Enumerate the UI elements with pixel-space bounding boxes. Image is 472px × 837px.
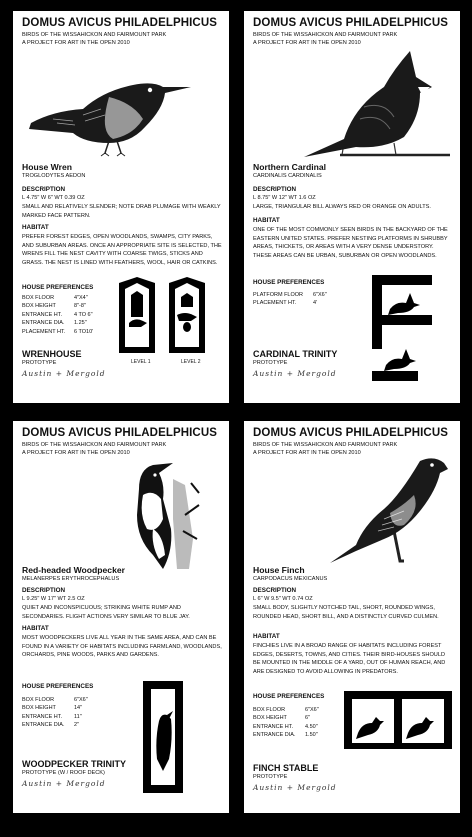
house-preferences-heading: HOUSE PREFERENCES [22,683,94,690]
pref-row: BOX FLOOR 6"X6" [253,707,319,713]
house-preferences-list [22,294,93,336]
bird-common-name: Northern Cardinal [253,162,327,172]
prototype-label: PROTOTYPE (W / ROOF DECK) [22,770,105,776]
card-project-line: A PROJECT FOR ART IN THE OPEN 2010 [253,450,361,456]
habitat-heading: HABITAT [22,625,49,632]
woodpecker-trinity-drawing [141,679,187,795]
bird-measurements: L 6" W 9.5" WT 0.74 OZ [253,596,313,602]
card-project-line: A PROJECT FOR ART IN THE OPEN 2010 [22,450,130,456]
card-subtitle: BIRDS OF THE WISSAHICKON AND FAIRMOUNT PARK [22,32,167,38]
bird-latin-name: CARPODACUS MEXICANUS [253,576,328,582]
bird-latin-name: TROGLODYTES AEDON [22,173,86,179]
card-house-finch [244,421,460,813]
prototype-name: WRENHOUSE [22,349,82,359]
house-finch-illustration [244,455,460,567]
pref-row: ENTRANCE DIA. 1.25" [22,320,87,327]
habitat-heading: HABITAT [253,217,280,224]
designer-signature: Austin + Mergold [253,369,337,378]
prototype-name: WOODPECKER TRINITY [22,759,127,769]
card-project-line: A PROJECT FOR ART IN THE OPEN 2010 [22,40,130,46]
habitat-text: FINCHIES LIVE IN A BROAD RANGE OF HABITATS INCLUDING FOREST EDGES, DESERTS, TOWNS, AND CITIES. THEIR BIRD-HOUSES SHOULD BE MOUNTED IN THE MIDDLE OF A YARD, OUT OF HUMAN REACH, AND ARE DESIGNED TO AVOID ALLOWING IN PREDATORS. [253,643,446,675]
designer-signature: Austin + Mergold [22,779,106,788]
cardinal-trinity-drawing [366,273,436,383]
card-title: DOMUS AVICUS PHILADELPHICUS [22,17,218,29]
description-heading: DESCRIPTION [22,186,66,193]
pref-row: BOX FLOOR 4"X4" [22,295,88,301]
level-2-label: LEVEL 2 [181,359,201,365]
bird-latin-name: CARDINALIS CARDINALIS [253,173,322,179]
bird-common-name: House Finch [253,565,305,575]
card-title: DOMUS AVICUS PHILADELPHICUS [22,427,218,439]
designer-signature: Austin + Mergold [22,369,106,378]
bird-description: LARGE, TRIANGULAR BILL ALWAYS RED OR ORANGE ON ADULTS. [253,204,431,210]
habitat-heading: HABITAT [253,633,280,640]
pref-row: PLATFORM FLOOR 6"X6" [253,292,327,298]
description-heading: DESCRIPTION [22,587,66,594]
card-red-headed-woodpecker [13,421,229,813]
habitat-text: MOST WOODPECKERS LIVE ALL YEAR IN THE SAME AREA, AND CAN BE FOUND IN A VARIETY OF HABITATS INCLUDING FARMLAND, WOODLANDS, ORCHARDS, PINE WOODS, PARKS AND GARDENS. [22,635,222,659]
bird-common-name: House Wren [22,162,72,172]
prototype-name: FINCH STABLE [253,763,319,773]
description-heading: DESCRIPTION [253,186,297,193]
pref-row: PLACEMENT HT. 4' [253,300,318,307]
pref-row: BOX HEIGHT 14" [22,705,83,712]
bird-description: QUIET AND INCONSPICUOUS; STRIKING WHITE RUMP AND SECONDARIES. FLIGHT ACTIONS VERY SIMILAR TO BLUE JAY. [22,605,190,620]
prototype-label: PROTOTYPE [253,360,288,366]
house-preferences-heading: HOUSE PREFERENCES [253,279,325,286]
habitat-text: ONE OF THE MOST COMMONLY SEEN BIRDS IN THE BACKYARD OF THE EASTERN UNITED STATES. PREFER NESTING PLATFORMS IN SHRUBBY AREAS, THICKETS, OR AREAS WITH A VERY DENSE UNDERSTORY. THESE AREAS CAN BE URBAN, SUBURBAN OR OPEN WOODLANDS. [253,227,448,259]
level-1-label: LEVEL 1 [131,359,151,365]
bird-description: SMALL BODY, SLIGHTLY NOTCHED TAIL, SHORT, ROUNDED WINGS, ROUNDED HEAD, SHORT BILL, AND A DISTINCTLY CURVED CULMEN. [253,605,439,620]
card-project-line: A PROJECT FOR ART IN THE OPEN 2010 [253,40,361,46]
designer-signature: Austin + Mergold [253,783,337,792]
red-headed-woodpecker-illustration [13,459,229,571]
card-subtitle: BIRDS OF THE WISSAHICKON AND FAIRMOUNT PARK [253,442,398,448]
house-preferences-list [253,706,319,740]
pref-row: ENTRANCE HT. 4.50" [253,723,318,730]
card-house-wren [13,11,229,403]
house-preferences-list [22,696,88,730]
house-preferences-heading: HOUSE PREFERENCES [253,693,325,700]
bird-common-name: Red-headed Woodpecker [22,565,125,575]
pref-row: BOX FLOOR 6"X6" [22,697,88,703]
pref-row: PLACEMENT HT. 6 TO10' [22,328,94,335]
wrenhouse-drawing [117,277,223,365]
house-preferences-list [253,291,327,308]
pref-row: BOX HEIGHT 6" [253,715,311,722]
house-preferences-heading: HOUSE PREFERENCES [22,284,94,291]
prototype-label: PROTOTYPE [253,774,288,780]
card-title: DOMUS AVICUS PHILADELPHICUS [253,17,449,29]
habitat-heading: HABITAT [22,224,49,231]
bird-measurements: L 4.75" W 6" WT 0.39 OZ [22,195,85,201]
card-subtitle: BIRDS OF THE WISSAHICKON AND FAIRMOUNT PARK [22,442,167,448]
card-subtitle: BIRDS OF THE WISSAHICKON AND FAIRMOUNT PARK [253,32,398,38]
pref-row: ENTRANCE HT. 11" [22,713,82,720]
house-wren-illustration [13,69,229,157]
pref-row: ENTRANCE DIA. 2" [22,722,80,729]
bird-measurements: L 9.25" W 17" WT 2.5 OZ [22,596,85,602]
pref-row: ENTRANCE DIA. 1.50" [253,732,318,739]
card-northern-cardinal [244,11,460,403]
bird-measurements: L 8.75" W 12" WT 1.6 OZ [253,195,316,201]
northern-cardinal-illustration [244,47,460,157]
prototype-name: CARDINAL TRINITY [253,349,338,359]
pref-row: BOX HEIGHT 8"-8" [22,303,86,310]
prototype-label: PROTOTYPE [22,360,57,366]
bird-description: SMALL AND RELATIVELY SLENDER; NOTE DRAB PLUMAGE WITH WEAKLY MARKED FACE PATTERN. [22,204,221,219]
description-heading: DESCRIPTION [253,587,297,594]
finch-stable-drawing [342,689,454,753]
bird-latin-name: MELANERPES ERYTHROCEPHALUS [22,576,120,582]
habitat-text: PREFER FOREST EDGES, OPEN WOODLANDS, SWAMPS, CITY PARKS, AND SUBURBAN AREAS. ONCE AN APPROPRIATE SITE IS SELECTED, THE WRENS FILL THE NEST CAVITY WITH COARSE TWIGS, STICKS AND GRASS. THE NEST IS LINED WITH FEATHERS, WOOL, HAIR OR CATKINS. [22,234,222,266]
card-title: DOMUS AVICUS PHILADELPHICUS [253,427,449,439]
pref-row: ENTRANCE HT. 4 TO 6" [22,311,93,318]
